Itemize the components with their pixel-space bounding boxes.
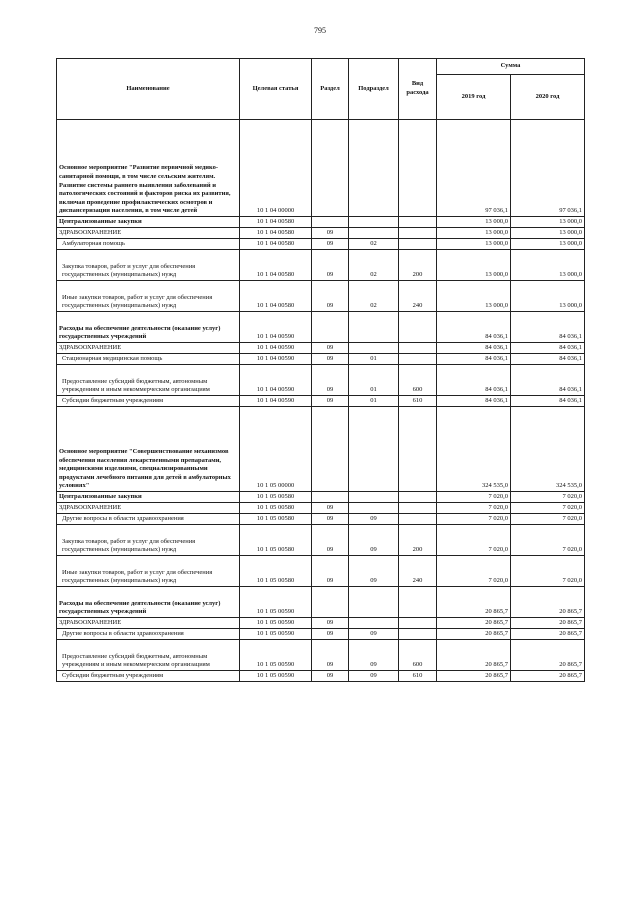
row-value-2020: 20 865,7 [511, 671, 585, 682]
row-name: Иные закупки товаров, работ и услуг для обеспечения государственных (муниципальных) нужд [57, 556, 240, 587]
row-expense-type [399, 407, 437, 492]
row-target: 10 1 04 00580 [240, 217, 312, 228]
row-value-2019: 20 865,7 [437, 640, 511, 671]
row-name: Субсидии бюджетным учреждениям [57, 671, 240, 682]
row-value-2019: 7 020,0 [437, 556, 511, 587]
table-row [57, 354, 585, 365]
row-value-2020: 84 036,1 [511, 365, 585, 396]
table-row [57, 640, 585, 671]
row-value-2019: 20 865,7 [437, 629, 511, 640]
row-subsection [349, 228, 399, 239]
row-expense-type [399, 618, 437, 629]
row-value-2019: 84 036,1 [437, 354, 511, 365]
row-value-2019: 7 020,0 [437, 503, 511, 514]
table-row [57, 514, 585, 525]
row-value-2019: 13 000,0 [437, 250, 511, 281]
row-value-2020: 20 865,7 [511, 587, 585, 618]
table-row [57, 120, 585, 217]
row-section [312, 587, 349, 618]
header-name: Наименование [57, 59, 240, 120]
row-expense-type: 610 [399, 671, 437, 682]
row-target: 10 1 04 00590 [240, 354, 312, 365]
row-section: 09 [312, 640, 349, 671]
row-expense-type [399, 629, 437, 640]
table-row [57, 343, 585, 354]
row-subsection [349, 312, 399, 343]
row-name: Закупка товаров, работ и услуг для обеспечения государственных (муниципальных) нужд [57, 250, 240, 281]
row-value-2020: 13 000,0 [511, 228, 585, 239]
row-value-2019: 84 036,1 [437, 396, 511, 407]
row-expense-type: 240 [399, 281, 437, 312]
row-expense-type [399, 228, 437, 239]
row-section [312, 407, 349, 492]
row-subsection [349, 217, 399, 228]
row-subsection: 02 [349, 281, 399, 312]
row-value-2020: 84 036,1 [511, 354, 585, 365]
row-subsection: 01 [349, 365, 399, 396]
header-target: Целевая статья [240, 59, 312, 120]
row-section: 09 [312, 354, 349, 365]
row-target: 10 1 04 00590 [240, 396, 312, 407]
row-value-2019: 84 036,1 [437, 343, 511, 354]
row-target: 10 1 04 00580 [240, 281, 312, 312]
row-section: 09 [312, 556, 349, 587]
row-subsection [349, 407, 399, 492]
row-subsection: 09 [349, 640, 399, 671]
table-row [57, 281, 585, 312]
row-subsection [349, 343, 399, 354]
row-subsection: 09 [349, 514, 399, 525]
budget-table [56, 58, 585, 682]
row-value-2019: 20 865,7 [437, 671, 511, 682]
row-target: 10 1 05 00000 [240, 407, 312, 492]
row-value-2019: 84 036,1 [437, 312, 511, 343]
row-name: Предоставление субсидий бюджетным, автономным учреждениям и иным некоммерческим организациям [57, 640, 240, 671]
row-section [312, 492, 349, 503]
row-value-2020: 84 036,1 [511, 396, 585, 407]
row-name: Основное мероприятие "Совершенствование механизмов обеспечения населения лекарственными препаратами, медицинскими изделиями, специализированными продуктами лечебного питания для детей в амбулаторных условиях" [57, 407, 240, 492]
row-value-2020: 7 020,0 [511, 492, 585, 503]
row-section: 09 [312, 281, 349, 312]
row-section: 09 [312, 671, 349, 682]
row-value-2020: 20 865,7 [511, 618, 585, 629]
table-row [57, 239, 585, 250]
row-subsection: 02 [349, 239, 399, 250]
row-value-2019: 13 000,0 [437, 228, 511, 239]
row-name: Иные закупки товаров, работ и услуг для обеспечения государственных (муниципальных) нужд [57, 281, 240, 312]
row-value-2019: 13 000,0 [437, 281, 511, 312]
row-target: 10 1 05 00580 [240, 556, 312, 587]
row-target: 10 1 05 00590 [240, 618, 312, 629]
table-row [57, 556, 585, 587]
row-value-2020: 13 000,0 [511, 281, 585, 312]
row-expense-type: 200 [399, 525, 437, 556]
row-name: Другие вопросы в области здравоохранения [57, 629, 240, 640]
row-name: Амбулаторная помощь [57, 239, 240, 250]
row-target: 10 1 04 00000 [240, 120, 312, 217]
row-target: 10 1 05 00590 [240, 640, 312, 671]
row-section: 09 [312, 629, 349, 640]
row-subsection [349, 492, 399, 503]
row-expense-type [399, 239, 437, 250]
row-target: 10 1 05 00590 [240, 671, 312, 682]
row-value-2020: 20 865,7 [511, 640, 585, 671]
table-row [57, 365, 585, 396]
row-subsection [349, 120, 399, 217]
row-value-2019: 13 000,0 [437, 239, 511, 250]
row-value-2019: 84 036,1 [437, 365, 511, 396]
row-value-2019: 97 036,1 [437, 120, 511, 217]
row-expense-type [399, 354, 437, 365]
header-2020: 2020 год [511, 74, 585, 119]
row-name: ЗДРАВООХРАНЕНИЕ [57, 228, 240, 239]
row-target: 10 1 04 00590 [240, 365, 312, 396]
row-target: 10 1 05 00580 [240, 503, 312, 514]
row-value-2020: 324 535,0 [511, 407, 585, 492]
header-subsection: Подраздел [349, 59, 399, 120]
table-row [57, 618, 585, 629]
row-section: 09 [312, 239, 349, 250]
row-subsection: 09 [349, 629, 399, 640]
row-name: Основное мероприятие "Развитие первичной медико-санитарной помощи, в том числе сельским жителям. Развитие системы раннего выявления заболеваний и патологических состояний и факторов риска их развития, включая проведение профилактических осмотров и диспансеризации населения, в том числе детей [57, 120, 240, 217]
table-row [57, 217, 585, 228]
row-target: 10 1 05 00580 [240, 514, 312, 525]
row-subsection: 01 [349, 396, 399, 407]
row-section: 09 [312, 228, 349, 239]
row-target: 10 1 05 00580 [240, 492, 312, 503]
row-section: 09 [312, 365, 349, 396]
row-subsection [349, 618, 399, 629]
row-value-2020: 13 000,0 [511, 250, 585, 281]
row-subsection: 09 [349, 671, 399, 682]
row-value-2020: 7 020,0 [511, 503, 585, 514]
row-section: 09 [312, 514, 349, 525]
table-row [57, 228, 585, 239]
row-value-2019: 7 020,0 [437, 492, 511, 503]
row-expense-type [399, 343, 437, 354]
table-row [57, 503, 585, 514]
row-value-2019: 20 865,7 [437, 587, 511, 618]
row-expense-type [399, 312, 437, 343]
row-name: Расходы на обеспечение деятельности (оказание услуг) государственных учреждений [57, 312, 240, 343]
row-value-2019: 7 020,0 [437, 514, 511, 525]
table-body [57, 120, 585, 682]
row-subsection [349, 587, 399, 618]
row-target: 10 1 04 00580 [240, 228, 312, 239]
row-name: ЗДРАВООХРАНЕНИЕ [57, 618, 240, 629]
row-name: Централизованные закупки [57, 217, 240, 228]
row-name: Стационарная медицинская помощь [57, 354, 240, 365]
row-name: Предоставление субсидий бюджетным, автономным учреждениям и иным некоммерческим организациям [57, 365, 240, 396]
table-row [57, 629, 585, 640]
row-subsection [349, 503, 399, 514]
row-value-2020: 7 020,0 [511, 514, 585, 525]
row-section: 09 [312, 250, 349, 281]
table-row [57, 396, 585, 407]
row-section: 09 [312, 525, 349, 556]
page-number: 795 [314, 26, 326, 35]
row-expense-type: 600 [399, 365, 437, 396]
row-expense-type: 200 [399, 250, 437, 281]
row-subsection: 01 [349, 354, 399, 365]
row-target: 10 1 04 00580 [240, 239, 312, 250]
row-subsection: 09 [349, 556, 399, 587]
header-expense-type: Вид расхода [399, 59, 437, 120]
row-expense-type [399, 503, 437, 514]
table-row [57, 492, 585, 503]
row-section [312, 217, 349, 228]
table-row [57, 312, 585, 343]
row-target: 10 1 05 00590 [240, 587, 312, 618]
row-value-2020: 84 036,1 [511, 343, 585, 354]
table-row [57, 587, 585, 618]
row-section [312, 120, 349, 217]
table-row [57, 671, 585, 682]
row-section: 09 [312, 396, 349, 407]
row-expense-type: 240 [399, 556, 437, 587]
row-target: 10 1 05 00580 [240, 525, 312, 556]
row-value-2020: 97 036,1 [511, 120, 585, 217]
row-expense-type [399, 514, 437, 525]
row-value-2020: 13 000,0 [511, 217, 585, 228]
table-row [57, 250, 585, 281]
row-target: 10 1 04 00590 [240, 343, 312, 354]
row-value-2020: 7 020,0 [511, 525, 585, 556]
row-value-2019: 20 865,7 [437, 618, 511, 629]
row-section [312, 312, 349, 343]
row-subsection: 09 [349, 525, 399, 556]
row-expense-type [399, 120, 437, 217]
table-row [57, 525, 585, 556]
header-section: Раздел [312, 59, 349, 120]
row-value-2020: 7 020,0 [511, 556, 585, 587]
row-expense-type [399, 492, 437, 503]
row-value-2019: 7 020,0 [437, 525, 511, 556]
row-section: 09 [312, 503, 349, 514]
row-expense-type [399, 217, 437, 228]
row-name: Расходы на обеспечение деятельности (оказание услуг) государственных учреждений [57, 587, 240, 618]
row-value-2020: 13 000,0 [511, 239, 585, 250]
row-name: Закупка товаров, работ и услуг для обеспечения государственных (муниципальных) нужд [57, 525, 240, 556]
row-name: Другие вопросы в области здравоохранения [57, 514, 240, 525]
row-name: ЗДРАВООХРАНЕНИЕ [57, 503, 240, 514]
row-expense-type: 600 [399, 640, 437, 671]
header-sum: Сумма [437, 59, 585, 75]
row-name: ЗДРАВООХРАНЕНИЕ [57, 343, 240, 354]
row-value-2020: 84 036,1 [511, 312, 585, 343]
row-expense-type [399, 587, 437, 618]
row-value-2020: 20 865,7 [511, 629, 585, 640]
row-section: 09 [312, 343, 349, 354]
row-value-2019: 13 000,0 [437, 217, 511, 228]
row-name: Централизованные закупки [57, 492, 240, 503]
row-target: 10 1 04 00580 [240, 250, 312, 281]
row-expense-type: 610 [399, 396, 437, 407]
row-target: 10 1 04 00590 [240, 312, 312, 343]
header-2019: 2019 год [437, 74, 511, 119]
row-name: Субсидии бюджетным учреждениям [57, 396, 240, 407]
row-section: 09 [312, 618, 349, 629]
row-target: 10 1 05 00590 [240, 629, 312, 640]
row-value-2019: 324 535,0 [437, 407, 511, 492]
table-row [57, 407, 585, 492]
row-subsection: 02 [349, 250, 399, 281]
